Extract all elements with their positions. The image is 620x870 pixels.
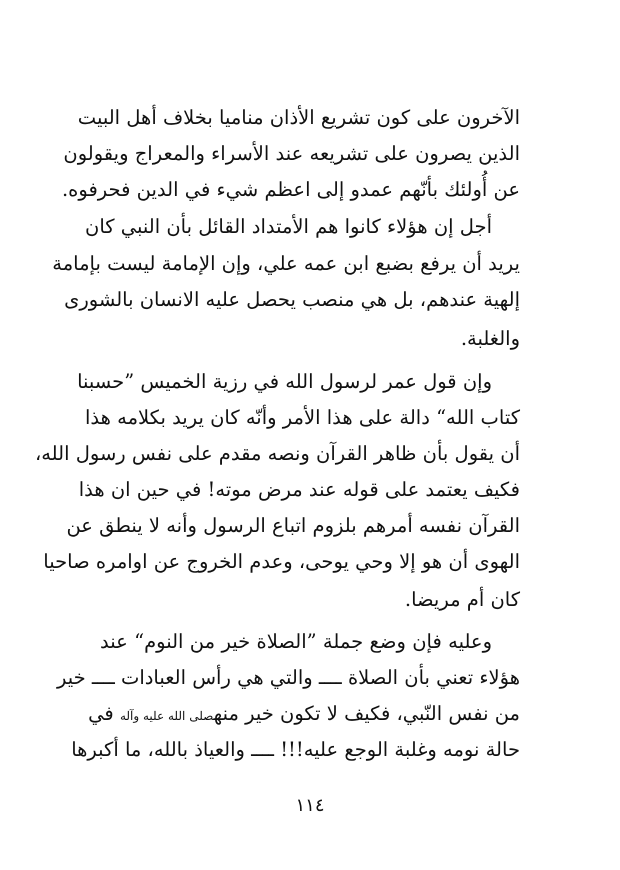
honorific: صلى الله عليه وآله (119, 709, 214, 723)
text-line: الهوى أن هو إلا وحي يوحى، وعدم الخروج عن اوامره صاحيا (43, 550, 520, 573)
page-number: ١١٤ (295, 795, 325, 816)
text-line: وعليه فإن وضع جملة ”الصلاة خير من النوم“ عند (100, 630, 492, 653)
text-line: الآخرون على كون تشريع الأذان مناميا بخلاف أهل البيت (77, 106, 520, 129)
text-line: حالة نومه وغلبة الوجع عليه!!! ــــ والعياذ بالله، ما أكبرها (71, 738, 520, 761)
text-segment: في (88, 702, 114, 725)
text-line: هؤلاء تعني بأن الصلاة ــــ والتي هي رأس العبادات ــــ خير (57, 666, 520, 689)
text-line: القرآن نفسه أمرهم بلزوم اتباع الرسول وأنه لا ينطق عن (66, 514, 520, 537)
text-line: أجل إن هؤلاء كانوا هم الأمتداد القائل بأن النبي كان (85, 215, 492, 238)
text-line: أن يقول بأن ظاهر القرآن ونصه مقدم على نفس رسول الله، (34, 442, 520, 465)
text-line: يريد أن يرفع بضبع ابن عمه علي، وإن الإمامة ليست بإمامة (52, 252, 520, 275)
text-line (88, 700, 520, 730)
text-line: وإن قول عمر لرسول الله في رزية الخميس ”حسبنا (77, 370, 492, 393)
text-line: كان أم مريضا. (404, 588, 520, 611)
text-line: عن أُولئك بأنّهم عمدو إلى اعظم شيء في الدين فحرفوه. (61, 178, 520, 201)
text-line: فكيف يعتمد على قوله عند مرض موته! في حين ان هذا (78, 478, 520, 501)
text-line: والغلبة. (460, 327, 520, 350)
text-line: كتاب الله“ دالة على هذا الأمر وأنّه كان يريد بكلامه هذا (85, 406, 520, 429)
text-line: إلهية عندهم، بل هي منصب يحصل عليه الانسان بالشورى (64, 288, 520, 311)
text-line: الذين يصرون على تشريعه عند الأسراء والمعراج ويقولون (63, 142, 520, 165)
text-segment: من نفس النّبي، فكيف لا تكون خير منه (213, 702, 520, 725)
